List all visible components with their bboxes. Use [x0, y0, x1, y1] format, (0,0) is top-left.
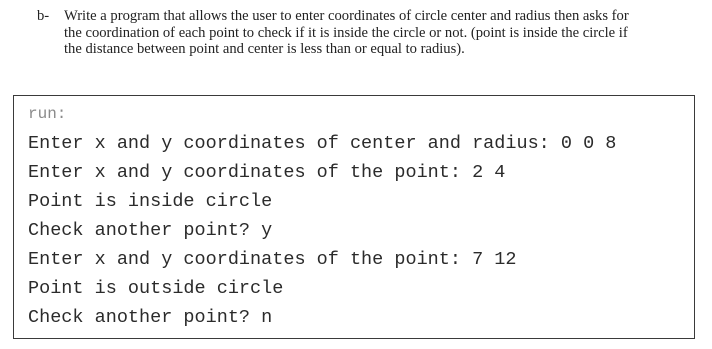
question-line-2: the coordination of each point to check if it is inside the circle or not. (point is inside the circle if — [64, 24, 628, 41]
console-line-6: Point is outside circle — [28, 278, 284, 299]
question-line-3: the distance between point and center is less than or equal to radius). — [64, 41, 465, 57]
console-line-4: Check another point? y — [28, 220, 273, 241]
run-label: run: — [28, 105, 67, 123]
console-line-2: Enter x and y coordinates of the point: 2 4 — [28, 162, 506, 183]
console-line-3: Point is inside circle — [28, 191, 273, 212]
question-text-block — [37, 8, 697, 58]
console-line-5: Enter x and y coordinates of the point: 7 12 — [28, 249, 517, 270]
console-line-7: Check another point? n — [28, 307, 273, 328]
question-body — [64, 8, 697, 58]
console-output-box — [13, 95, 695, 339]
question-marker: b- — [37, 8, 50, 24]
question-line-1: Write a program that allows the user to enter coordinates of circle center and radius then asks for — [64, 8, 629, 24]
console-line-1: Enter x and y coordinates of center and radius: 0 0 8 — [28, 133, 617, 154]
